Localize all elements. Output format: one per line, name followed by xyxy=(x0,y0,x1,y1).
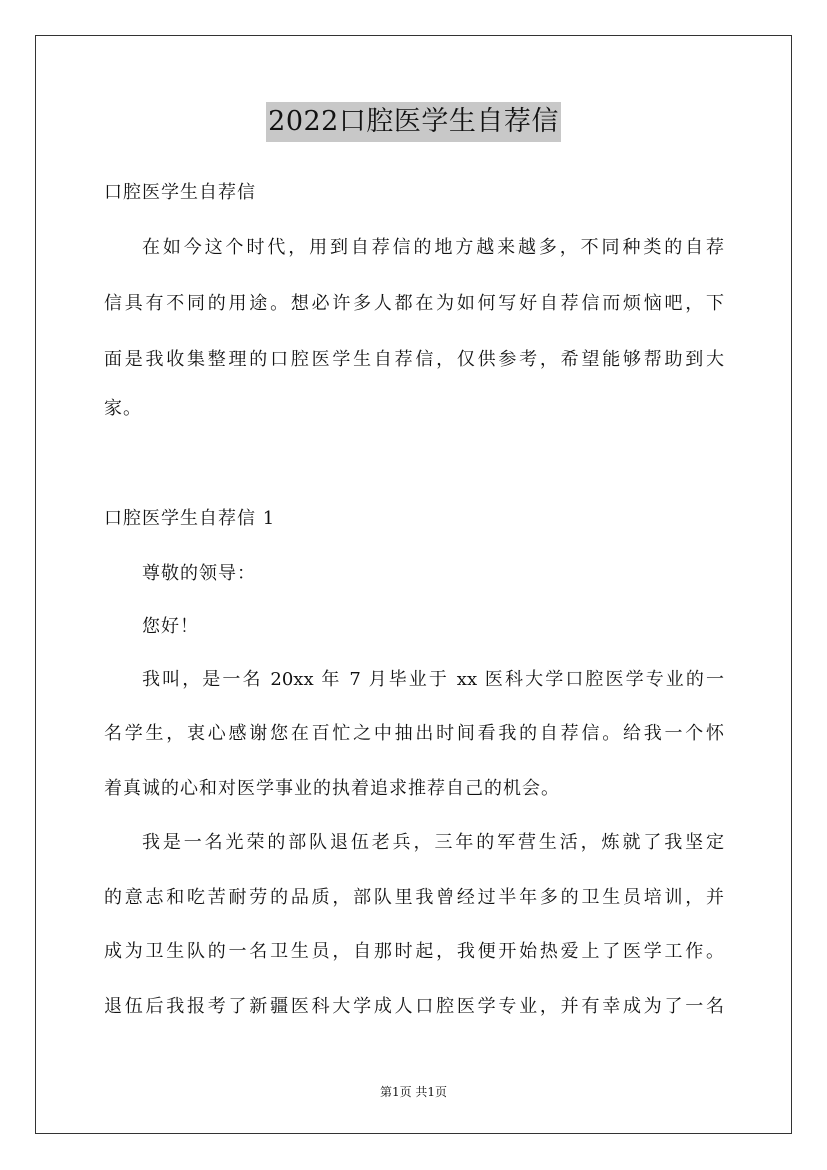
document-title: 2022口腔医学生自荐信 xyxy=(266,102,561,142)
document-subtitle: 口腔医学生自荐信 xyxy=(104,182,256,203)
paragraph2-line: 退伍后我报考了新疆医科大学成人口腔医学专业，并有幸成为了一名 xyxy=(104,996,724,1017)
title-container xyxy=(0,102,827,142)
paragraph1-line: 着真诚的心和对医学事业的执着追求推荐自己的机会。 xyxy=(104,778,560,799)
salutation: 尊敬的领导： xyxy=(142,563,256,584)
paragraph1-line: 我叫，是一名 20xx 年 7 月毕业于 xx 医科大学口腔医学专业的一 xyxy=(142,669,724,690)
intro-line: 面是我收集整理的口腔医学生自荐信，仅供参考，希望能够帮助到大 xyxy=(104,349,724,370)
intro-line: 信具有不同的用途。想必许多人都在为如何写好自荐信而烦恼吧，下 xyxy=(104,293,724,314)
section-heading: 口腔医学生自荐信 1 xyxy=(104,508,276,529)
greeting: 您好！ xyxy=(142,616,199,637)
page-footer: 第1页 共1页 xyxy=(379,1085,448,1099)
paragraph1-line: 名学生，衷心感谢您在百忙之中抽出时间看我的自荐信。给我一个怀 xyxy=(104,723,724,744)
paragraph2-line: 成为卫生队的一名卫生员，自那时起，我便开始热爱上了医学工作。 xyxy=(104,941,724,962)
paragraph2-line: 我是一名光荣的部队退伍老兵，三年的军营生活，炼就了我坚定 xyxy=(142,832,724,853)
paragraph2-line: 的意志和吃苦耐劳的品质，部队里我曾经过半年多的卫生员培训，并 xyxy=(104,887,724,908)
intro-line: 在如今这个时代，用到自荐信的地方越来越多，不同种类的自荐 xyxy=(142,237,724,258)
intro-line: 家。 xyxy=(104,398,142,419)
